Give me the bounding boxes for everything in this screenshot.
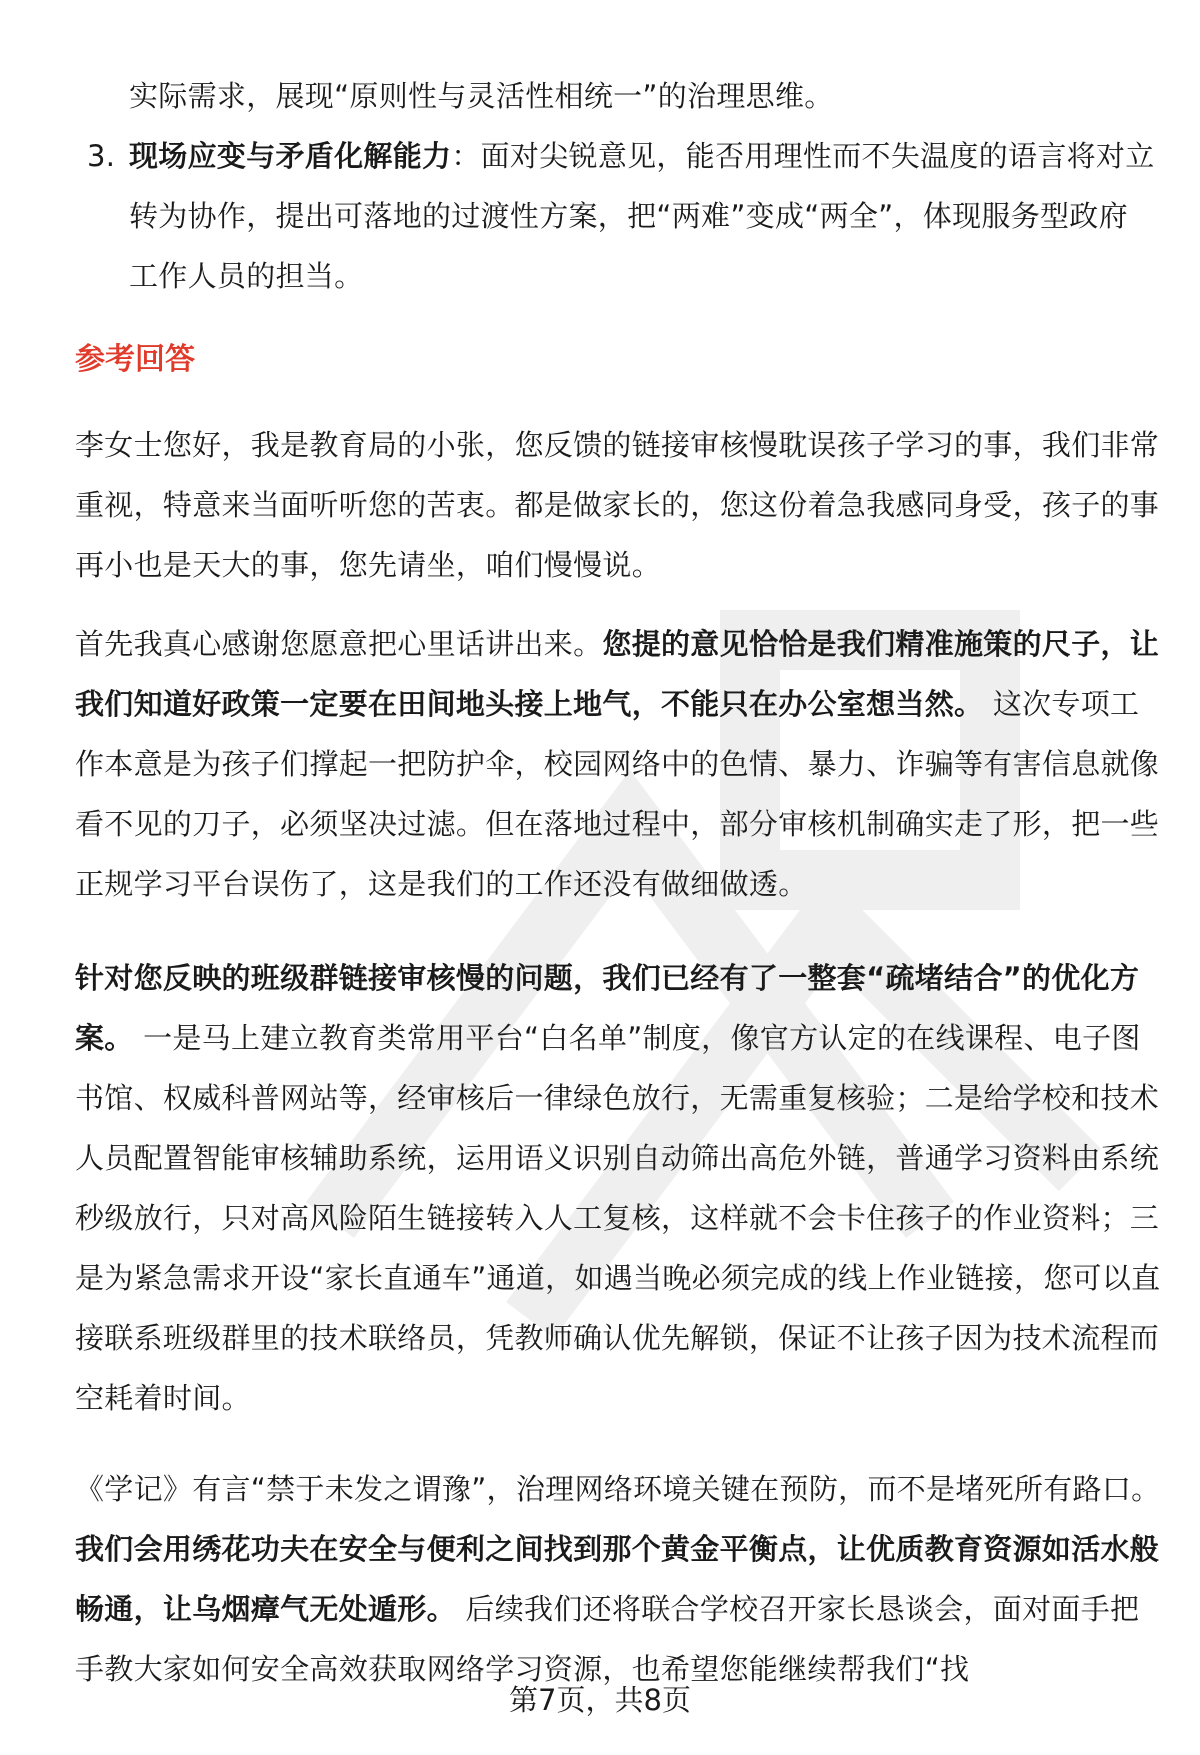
list-item-text: ：面对尖锐意见，能否用理性而不失温度的语言将对立转为协作，提出可落地的过渡性方案，把“两难”变成“两全”，体现服务型政府工作人员的担当。 [129,139,1155,293]
paragraph-2-intro: 首先我真心感谢您愿意把心里话讲出来。 [75,627,603,661]
paragraph-3-emphasis: 针对您反映的班级群链接审核慢的问题，我们已经有了一整套“疏堵结合”的优化方案。 [75,961,1140,1055]
paragraph-2-emphasis: 您提的意见恰恰是我们精准施策的尺子，让我们知道好政策一定要在田间地头接上地气，不能只在办公室想当然。 [75,627,1160,721]
list-item-continuation: 实际需求，展现“原则性与灵活性相统一”的治理思维。 [129,79,834,113]
paragraph-4 [75,1459,1165,1699]
paragraph-4-emphasis: 我们会用绣花功夫在安全与便利之间找到那个黄金平衡点，让优质教育资源如活水般畅通，让乌烟瘴气无处遁形。 [75,1532,1160,1626]
paragraph-3 [75,948,1165,1428]
paragraph-4-intro: 《学记》有言“禁于未发之谓豫”，治理网络环境关键在预防，而不是堵死所有路口。 [75,1472,1161,1506]
criteria-list [75,66,1155,306]
paragraph-3-body: 一是马上建立教育类常用平台“白名单”制度，像官方认定的在线课程、电子图书馆、权威科普网站等，经审核后一律绿色放行，无需重复核验；二是给学校和技术人员配置智能审核辅助系统，运用语义识别自动筛出高危外链，普通学习资料由系统秒级放行，只对高风险陌生链接转入人工复核，这样就不会卡住孩子的作业资料；三是为紧急需求开设“家长直通车”通道，如遇当晚必须完成的线上作业链接，您可以直接联系班级群里的技术联络员，凭教师确认优先解锁，保证不让孩子因为技术流程而空耗着时间。 [75,1021,1161,1415]
section-heading: 参考回答 [75,342,195,377]
list-item-title: 现场应变与矛盾化解能力 [129,139,452,173]
paragraph-2 [75,614,1165,914]
list-item-number: 3. [87,139,116,173]
page-number-footer: 第7页，共8页 [509,1683,691,1717]
paragraph-2-body: 这次专项工作本意是为孩子们撑起一把防护伞，校园网络中的色情、暴力、诈骗等有害信息就像看不见的刀子，必须坚决过滤。但在落地过程中，部分审核机制确实走了形，把一些正规学习平台误伤了，这是我们的工作还没有做细做透。 [75,687,1160,901]
list-item-3 [75,126,1155,306]
paragraph-1: 李女士您好，我是教育局的小张，您反馈的链接审核慢耽误孩子学习的事，我们非常重视，特意来当面听听您的苦衷。都是做家长的，您这份着急我感同身受，孩子的事再小也是天大的事，您先请坐，咱们慢慢说。 [75,428,1160,582]
paragraph-4-body: 后续我们还将联合学校召开家长恳谈会，面对面手把手教大家如何安全高效获取网络学习资源，也希望您能继续帮我们“找 [75,1592,1140,1686]
